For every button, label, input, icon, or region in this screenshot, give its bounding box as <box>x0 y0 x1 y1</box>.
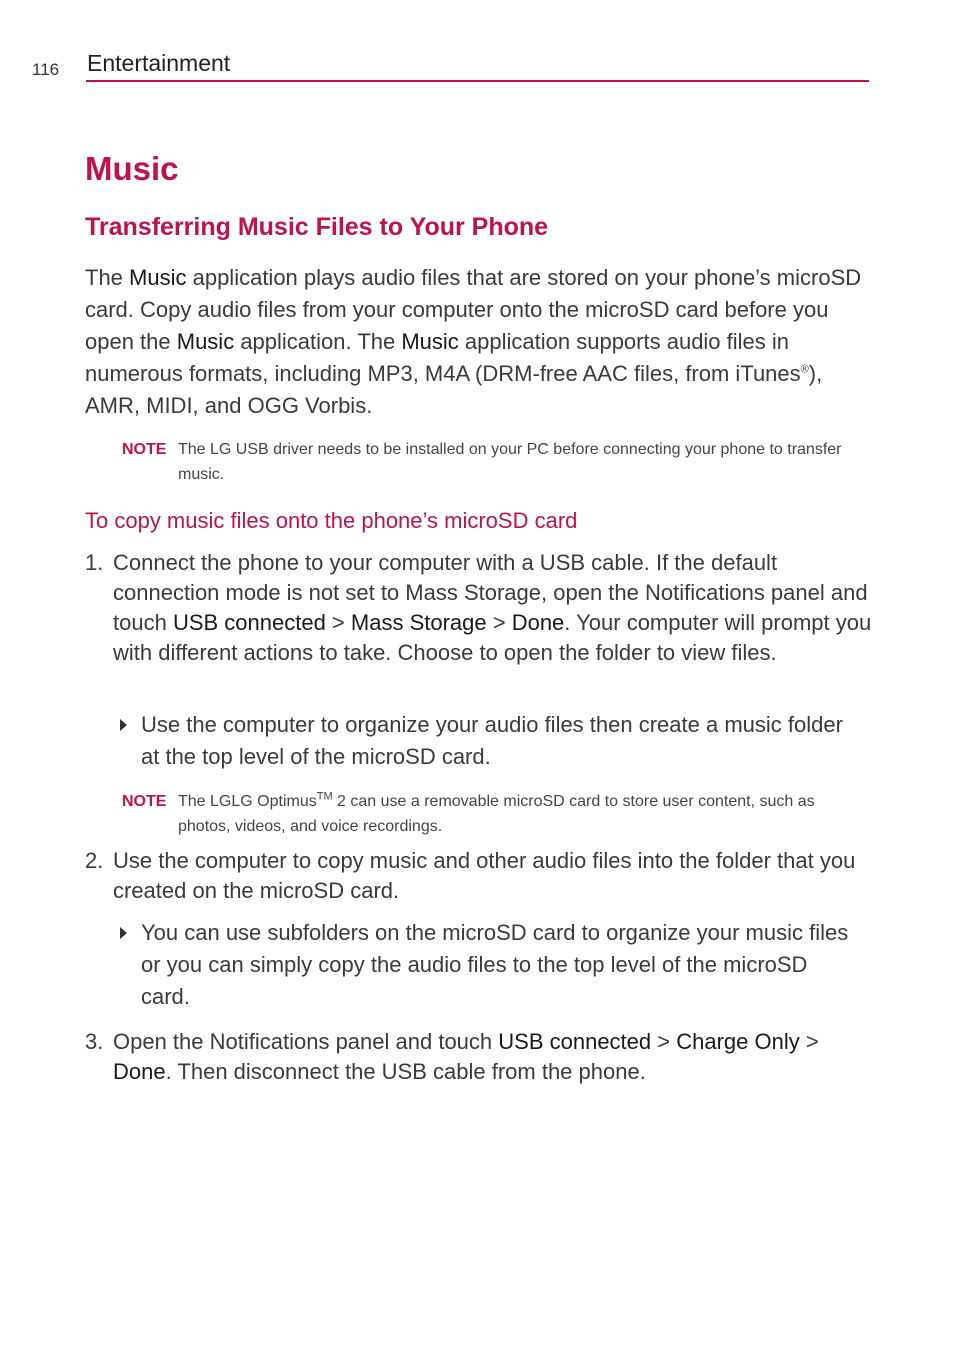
bullet-arrow-icon <box>120 719 127 731</box>
step-number: 1. <box>85 550 104 575</box>
bullet-text: Use the computer to organize your audio files then create a music folder at the top level of the microSD card. <box>141 712 843 769</box>
page-title: Music <box>85 150 179 187</box>
intro-paragraph: The Music application plays audio files that are stored on your phone’s microSD card. Copy audio files from your computer onto the microSD card before you open the Music application. The Music application supports audio files in numerous formats, including MP3, M4A (DRM-free AAC files, from iTunes®), AMR, MIDI, and OGG Vorbis. <box>85 265 862 418</box>
note-text: The LG USB driver needs to be installed on your PC before connecting your phone to transfer music. <box>178 441 842 483</box>
note-text: The LGLG Optimus™ 2 can use a removable microSD card to store user content, such as photos, videos, and voice recordings. <box>178 790 815 835</box>
step-2-bullet <box>120 917 860 1013</box>
step-number: 2. <box>85 848 104 873</box>
section-heading: Transferring Music Files to Your Phone <box>85 213 549 241</box>
step-1-bullet <box>120 709 860 773</box>
page-number: 116 <box>32 60 60 79</box>
step-text: Use the computer to copy music and other audio files into the folder that you created on the microSD card. <box>113 848 856 903</box>
note-label: NOTE <box>122 793 167 810</box>
note-label: NOTE <box>122 441 167 458</box>
procedure-heading: To copy music files onto the phone’s microSD card <box>85 508 578 533</box>
step-text: Connect the phone to your computer with a USB cable. If the default connection mode is not set to Mass Storage, open the Notifications panel and touch USB connected > Mass Storage > Done. Your computer will prompt you with different actions to take. Choose to open the folder to view files. <box>113 550 872 665</box>
bullet-text: You can use subfolders on the microSD card to organize your music files or you can simply copy the audio files to the top level of the microSD card. <box>141 920 849 1009</box>
step-number: 3. <box>85 1029 104 1054</box>
music-app-name: Music <box>176 329 235 354</box>
step-3 <box>85 1027 875 1087</box>
music-app-name: Music <box>401 329 459 354</box>
section-title: Entertainment <box>87 50 231 76</box>
note-microsd <box>122 789 862 839</box>
step-2 <box>85 846 875 906</box>
music-app-name: Music <box>129 265 187 290</box>
step-1 <box>85 548 875 668</box>
note-usb-driver <box>122 437 862 487</box>
step-text: Open the Notifications panel and touch USB connected > Charge Only > Done. Then disconnect the USB cable from the phone. <box>113 1029 819 1084</box>
bullet-arrow-icon <box>120 927 127 939</box>
header-rule <box>86 80 869 82</box>
